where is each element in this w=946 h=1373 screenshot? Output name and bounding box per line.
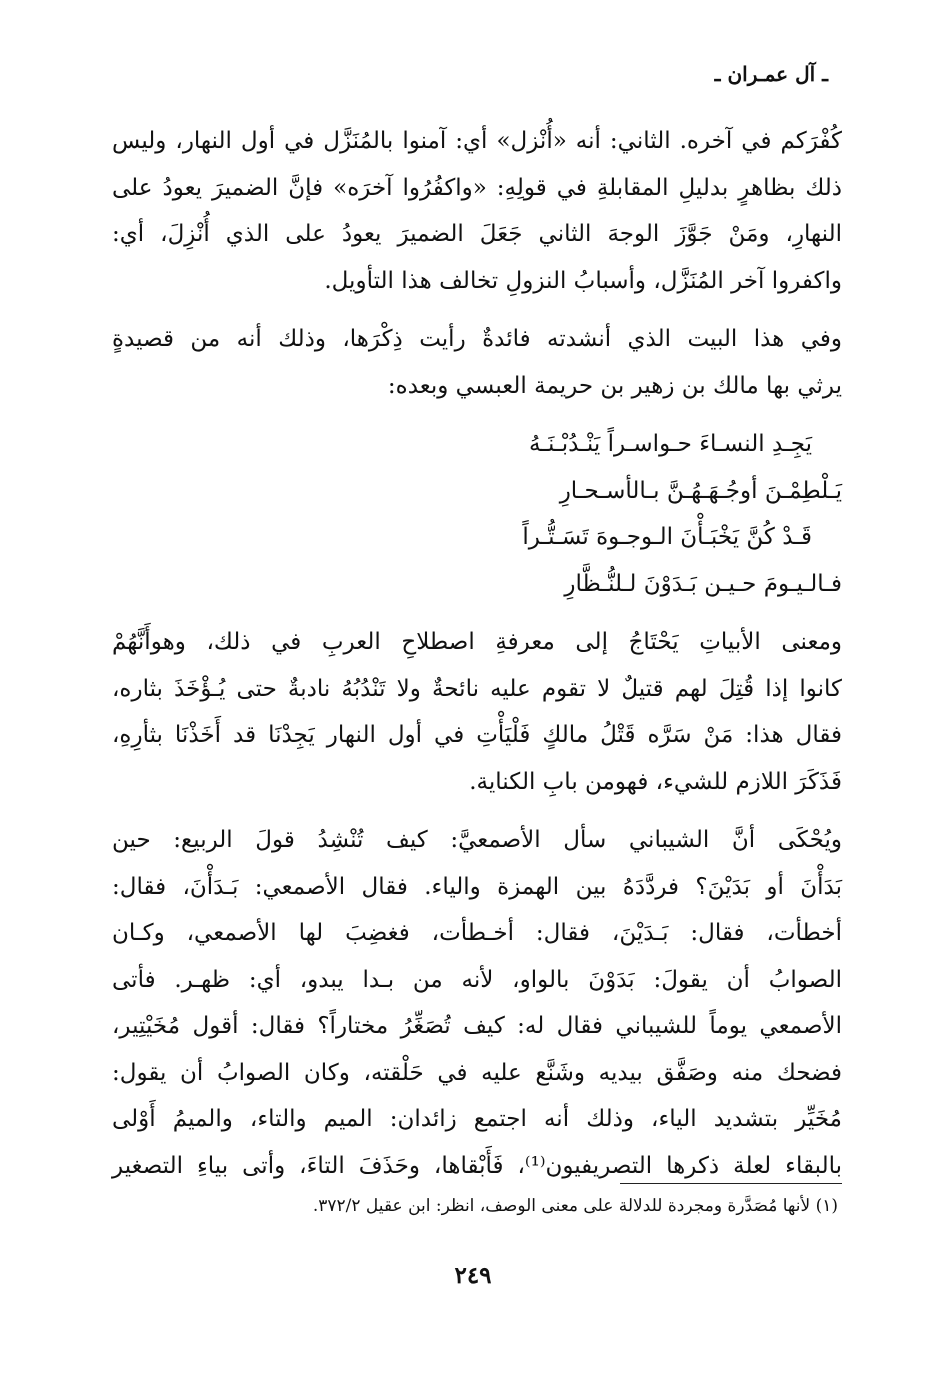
- page-number: ٢٤٩: [454, 1262, 492, 1289]
- text-line: مُخَيِّر بتشديد الياء، وذلك أنه اجتمع زائدان: الميم والتاء، والميمُ أَوْلى: [112, 1106, 842, 1132]
- poem-line: قَـدْ كُنَّ يَخْبَـأْنَ الـوجـوهَ تَسَـتُّـراً: [522, 524, 812, 550]
- text-line: بالبقاء لعلة ذكرها التصريفيون⁽¹⁾، فَأَبْقاها، وحَذَفَ التاءَ، وأتى بياءِ التصغير: [112, 1152, 842, 1179]
- text-line: فقال هذا: مَنْ سَرَّه قَتْلُ مالكٍ فَلْيَأْتِ في أول النهار يَجِدْنَا قد أَخَذْنَا بثأرِهِ،: [112, 722, 842, 748]
- text-line: ومعنى الأبياتِ يَحْتَاجُ إلى معرفةِ اصطلاحِ العربِ في ذلك، وهوأَنَّهُمْ: [112, 629, 842, 655]
- text-line: فَذَكَرَ اللازم للشيء، فهومن بابِ الكناية.: [469, 768, 842, 795]
- running-header: ـ آل عمـران ـ: [714, 62, 828, 86]
- paragraph-1: [112, 118, 842, 304]
- text-line: وفي هذا البيت الذي أنشدته فائدةٌ رأيت ذِكْرَها، وذلك أنه من قصيدةٍ: [112, 326, 842, 352]
- text-line: كُفْرَكم في آخره. الثاني: أنه «أُنْزل» أي: آمنوا بالمُنَزَّل في أول النهار، وليس: [112, 128, 842, 154]
- paragraph-2: [112, 316, 842, 409]
- poem-line: فـالـيـومَ حـيـن بَـدَوْنَ لـلنُّـظَّارِ: [564, 570, 842, 597]
- footnote: (١) لأنها مُصَدَّرة ومجردة للدلالة على معنى الوصف، انظر: ابن عقيل ٣٧٢/٢.: [312, 1196, 838, 1216]
- footnote-divider: [620, 1183, 842, 1184]
- text-line: الأصمعي يوماً للشيباني فقال له: كيف تُصَغِّرُ مختاراً؟ فقال: أقول مُخَيْتِير،: [112, 1013, 842, 1039]
- text-line: أخطأت، فقال: بَـدَيْنَ، فقال: أخـطأت، فغضِبَ لها الأصمعي، وكـان: [112, 920, 842, 946]
- text-line: كانوا إذا قُتِلَ لهم قتيلٌ لا تقوم عليه نائحةٌ ولا تَنْدُبُهُ نادبةٌ حتى يُـؤْخَذَ بثاره،: [112, 675, 842, 702]
- text-line: يرثي بها مالك بن زهير بن حريمة العبسي وبعده:: [387, 372, 842, 399]
- text-line: النهارِ، ومَنْ جَوَّزَ الوجهَ الثاني جَعَلَ الضميرَ يعودُ على الذي أُنْزِلَ، أي:: [112, 221, 842, 247]
- main-text: [112, 118, 842, 1201]
- text-line: واكفروا آخر المُنَزَّل، وأسبابُ النزولِ تخالف هذا التأويل.: [324, 267, 842, 294]
- text-line: الصوابُ أن يقولَ: بَدَوْنَ بالواو، لأنه من بـدا يبدو، أي: ظهـر. فأتى: [112, 966, 842, 993]
- poem: [112, 421, 842, 607]
- text-line: بَدَأْنَ أو بَدَيْنَ؟ فردَّدَهُ بين الهمزة والياء. فقال الأصمعي: بَـدَأْنَ، فقال:: [112, 873, 842, 900]
- paragraph-3: [112, 619, 842, 805]
- paragraph-4: [112, 817, 842, 1189]
- text-line: ويُحْكَى أنَّ الشيباني سأل الأصمعيَّ: كيف تُنْشِدُ قولَ الربيع: حين: [112, 827, 842, 853]
- poem-line: يَـلْطِمْـنَ أوجُـهَـهُـنَّ بـالأسـحـارِ: [559, 477, 842, 504]
- text-line: ذلك بظاهرٍ بدليلِ المقابلةِ في قولِهِ: «واكفُرُوا آخرَه» فإنَّ الضميرَ يعودُ على: [112, 174, 842, 201]
- text-line: فضحك منه وصَفَّق بيديه وشَنَّع عليه في حَلْقته، وكان الصوابُ أن يقول:: [112, 1059, 842, 1086]
- poem-line: يَجِـدِ النسـاءَ حـواسـراً يَنْـدُبْـنَـهُ: [528, 431, 812, 457]
